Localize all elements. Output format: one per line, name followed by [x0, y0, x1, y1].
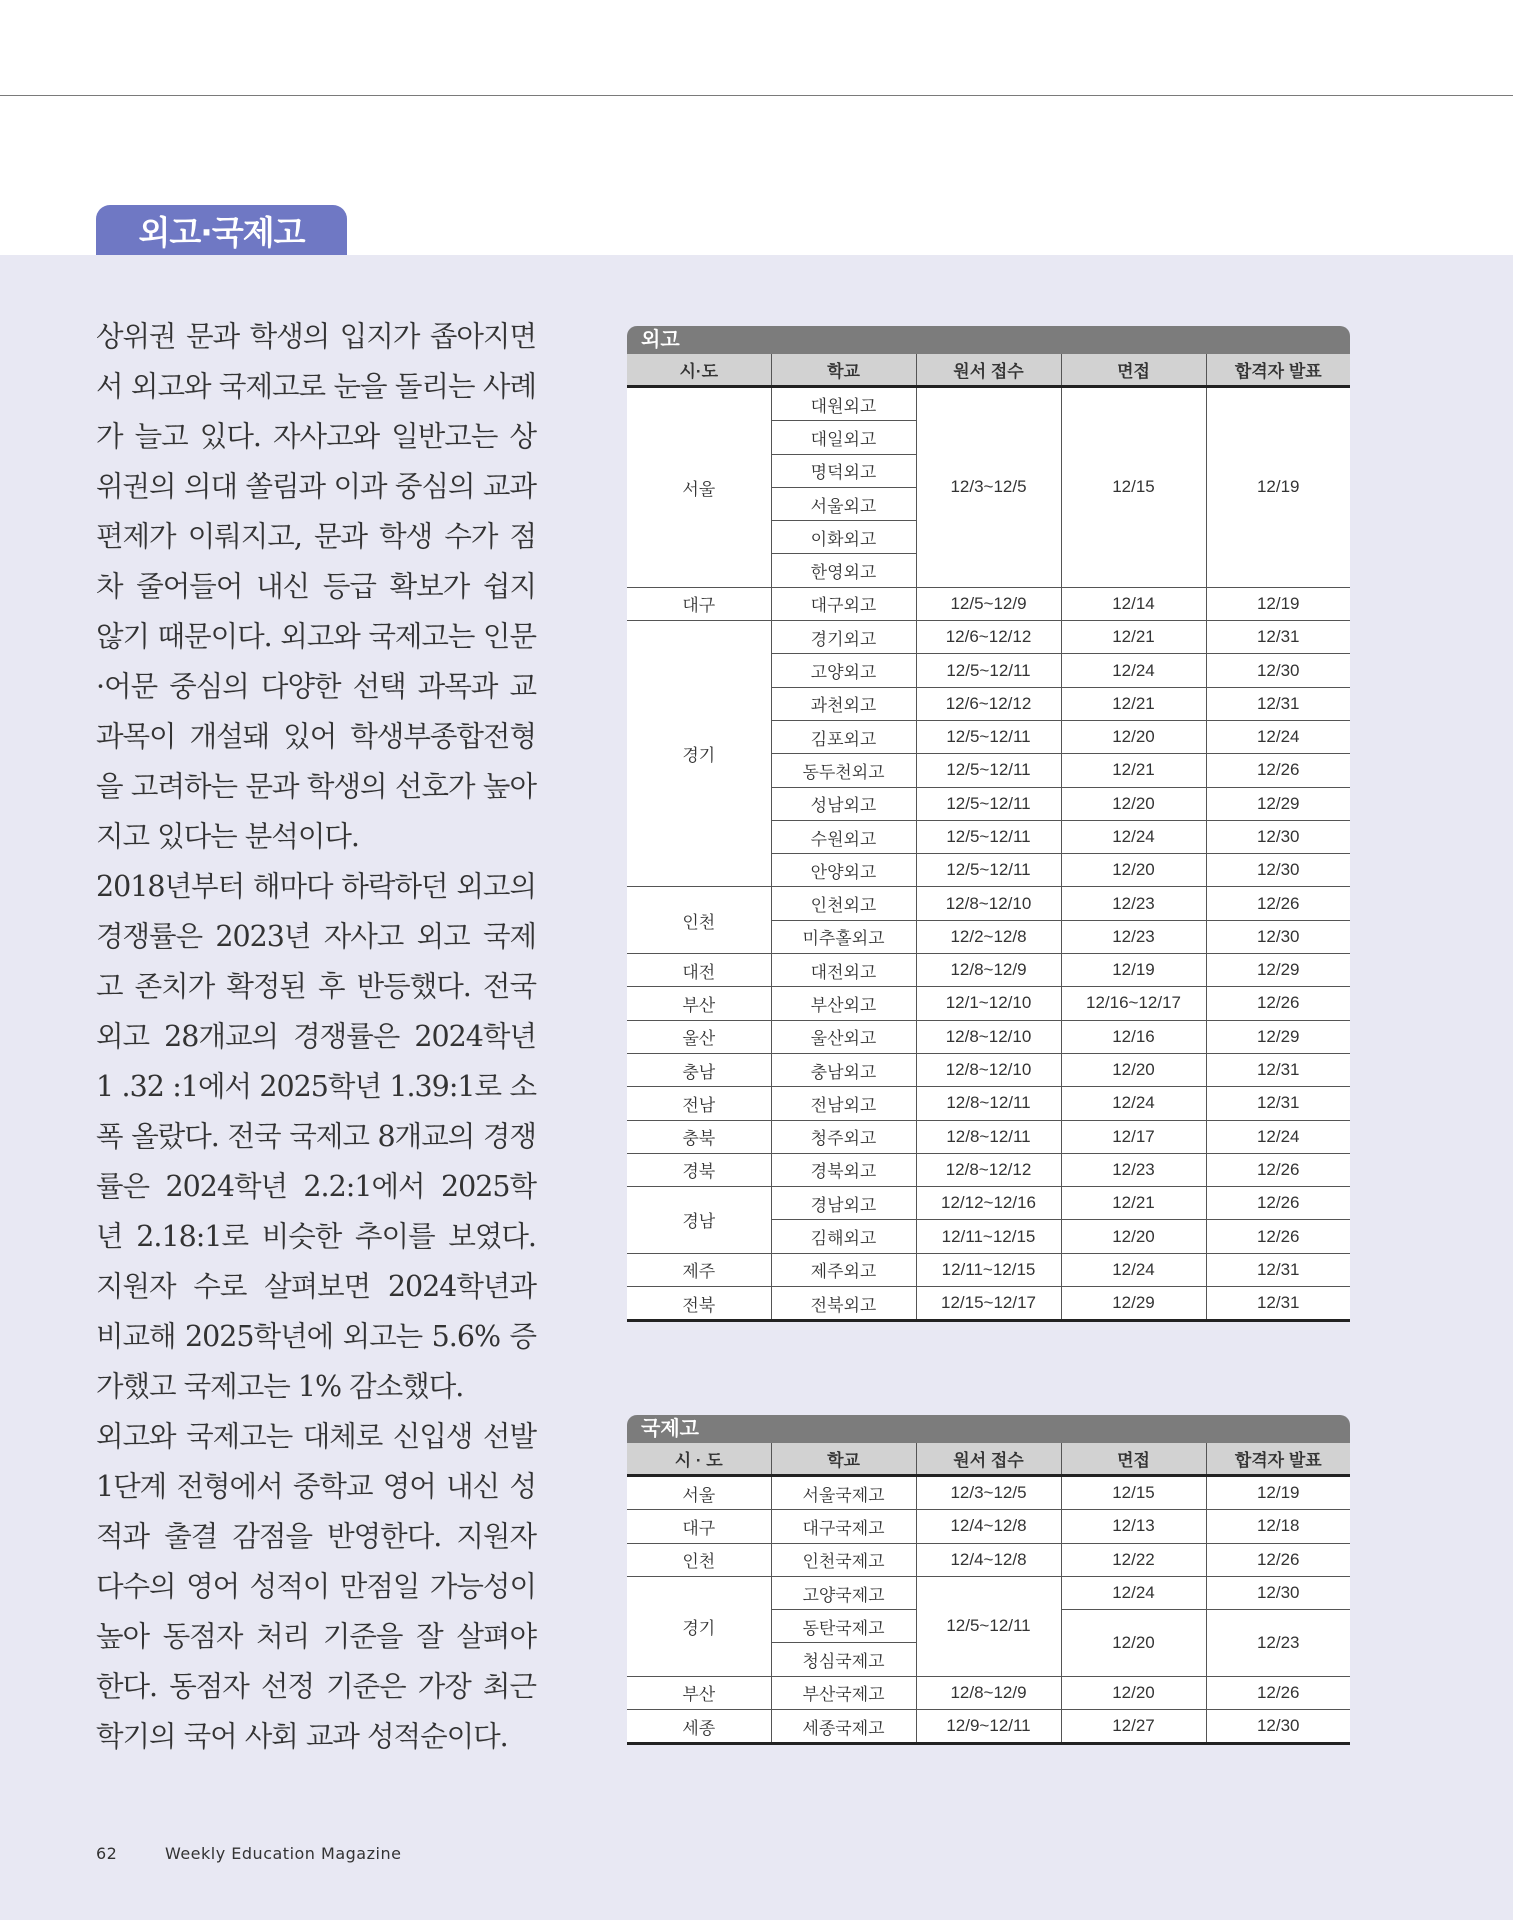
cell-school: 한영외고	[771, 554, 916, 587]
cell-school: 미추홀외고	[771, 920, 916, 953]
cell-apply: 12/4~12/8	[916, 1510, 1061, 1543]
cell-apply: 12/11~12/15	[916, 1253, 1061, 1286]
table-row	[627, 1120, 1350, 1153]
cell-region: 서울	[627, 1476, 771, 1510]
cell-apply: 12/5~12/11	[916, 787, 1061, 820]
cell-school: 동탄국제고	[771, 1610, 916, 1643]
cell-school: 경기외고	[771, 621, 916, 654]
cell-region: 세종	[627, 1710, 771, 1744]
cell-region: 제주	[627, 1253, 771, 1286]
cell-apply: 12/6~12/12	[916, 687, 1061, 720]
cell-result: 12/31	[1206, 1287, 1350, 1321]
cell-result: 12/30	[1206, 1710, 1350, 1744]
table-header-row	[627, 354, 1350, 387]
header-interview: 면접	[1061, 1443, 1206, 1476]
table-row	[627, 387, 1350, 421]
cell-apply: 12/8~12/11	[916, 1087, 1061, 1120]
header-interview: 면접	[1061, 354, 1206, 387]
cell-result: 12/29	[1206, 1020, 1350, 1053]
cell-region: 울산	[627, 1020, 771, 1053]
cell-school: 동두천외고	[771, 754, 916, 787]
cell-interview: 12/20	[1061, 1053, 1206, 1086]
table-header-row	[627, 1443, 1350, 1476]
cell-result: 12/24	[1206, 720, 1350, 753]
cell-result: 12/18	[1206, 1510, 1350, 1543]
foreign-table-title: 외고	[627, 326, 1350, 354]
cell-interview: 12/23	[1061, 887, 1206, 920]
cell-region: 전북	[627, 1287, 771, 1321]
cell-apply: 12/5~12/11	[916, 1576, 1061, 1676]
cell-region: 경남	[627, 1187, 771, 1254]
cell-interview: 12/23	[1061, 1153, 1206, 1186]
cell-region: 경북	[627, 1153, 771, 1186]
cell-school: 고양국제고	[771, 1576, 916, 1609]
article-paragraph: 외고와 국제고는 대체로 신입생 선발 1단계 전형에서 중학교 영어 내신 성적과 출결 감점을 반영한다. 지원자 다수의 영어 성적이 만점일 가능성이 높아 동점자 처리 기준을 잘 살펴야 한다. 동점자 선정 기준은 가장 최근 학기의 국어 사회 교과 성적순이다.	[96, 1420, 536, 1753]
cell-interview: 12/27	[1061, 1710, 1206, 1744]
cell-apply: 12/8~12/9	[916, 954, 1061, 987]
table-row	[627, 1253, 1350, 1286]
cell-region: 경기	[627, 1576, 771, 1676]
table-row	[627, 1710, 1350, 1744]
article-paragraph: 상위권 문과 학생의 입지가 좁아지면서 외고와 국제고로 눈을 돌리는 사례가 늘고 있다. 자사고와 일반고는 상위권의 의대 쏠림과 이과 중심의 교과 편제가 이뤄지고, 문과 학생 수가 점차 줄어들어 내신 등급 확보가 쉽지 않기 때문이다. 외고와 국제고는 인문·어문 중심의 다양한 선택 과목과 교과목이 개설돼 있어 학생부종합전형을 고려하는 문과 학생의 선호가 높아지고 있다는 분석이다.	[96, 320, 536, 853]
table-row	[627, 1053, 1350, 1086]
cell-result: 12/30	[1206, 920, 1350, 953]
cell-result: 12/26	[1206, 1543, 1350, 1576]
page-number: 62	[96, 1844, 118, 1863]
cell-school: 안양외고	[771, 854, 916, 887]
header-school: 학교	[771, 1443, 916, 1476]
section-tab: 외고·국제고	[96, 205, 347, 255]
cell-apply: 12/3~12/5	[916, 387, 1061, 588]
cell-apply: 12/1~12/10	[916, 987, 1061, 1020]
cell-school: 전북외고	[771, 1287, 916, 1321]
cell-apply: 12/8~12/11	[916, 1120, 1061, 1153]
cell-interview: 12/21	[1061, 754, 1206, 787]
cell-interview: 12/24	[1061, 1576, 1206, 1609]
cell-result: 12/26	[1206, 1676, 1350, 1709]
cell-school: 충남외고	[771, 1053, 916, 1086]
cell-region: 서울	[627, 387, 771, 588]
cell-result: 12/24	[1206, 1120, 1350, 1153]
cell-interview: 12/15	[1061, 1476, 1206, 1510]
cell-apply: 12/5~12/11	[916, 654, 1061, 687]
cell-interview: 12/20	[1061, 1676, 1206, 1709]
intl-schedule-table	[627, 1443, 1350, 1745]
cell-school: 과천외고	[771, 687, 916, 720]
cell-region: 인천	[627, 887, 771, 954]
table-row	[627, 1020, 1350, 1053]
page-footer	[96, 1844, 401, 1863]
cell-apply: 12/9~12/11	[916, 1710, 1061, 1744]
cell-result: 12/26	[1206, 1153, 1350, 1186]
foreign-school-table	[627, 326, 1350, 1322]
cell-result: 12/19	[1206, 387, 1350, 588]
cell-school: 부산외고	[771, 987, 916, 1020]
cell-interview: 12/17	[1061, 1120, 1206, 1153]
cell-apply: 12/5~12/11	[916, 854, 1061, 887]
cell-interview: 12/21	[1061, 687, 1206, 720]
magazine-name: Weekly Education Magazine	[164, 1844, 402, 1863]
cell-school: 서울외고	[771, 487, 916, 520]
cell-school: 대구국제고	[771, 1510, 916, 1543]
cell-school: 대구외고	[771, 587, 916, 620]
table-row	[627, 887, 1350, 920]
cell-school: 인천외고	[771, 887, 916, 920]
table-row	[627, 621, 1350, 654]
cell-school: 경북외고	[771, 1153, 916, 1186]
cell-result: 12/31	[1206, 687, 1350, 720]
cell-interview: 12/16~12/17	[1061, 987, 1206, 1020]
cell-region: 전남	[627, 1087, 771, 1120]
intl-school-table	[627, 1415, 1350, 1745]
cell-region: 인천	[627, 1543, 771, 1576]
cell-interview: 12/29	[1061, 1287, 1206, 1321]
cell-school: 명덕외고	[771, 454, 916, 487]
cell-region: 대구	[627, 1510, 771, 1543]
cell-interview: 12/15	[1061, 387, 1206, 588]
table-row	[627, 987, 1350, 1020]
cell-school: 김해외고	[771, 1220, 916, 1253]
cell-result: 12/19	[1206, 1476, 1350, 1510]
cell-school: 대전외고	[771, 954, 916, 987]
header-result: 합격자 발표	[1206, 1443, 1350, 1476]
cell-region: 경기	[627, 621, 771, 887]
table-row	[627, 1510, 1350, 1543]
cell-interview: 12/24	[1061, 654, 1206, 687]
cell-result: 12/30	[1206, 820, 1350, 853]
cell-interview: 12/20	[1061, 1220, 1206, 1253]
cell-apply: 12/6~12/12	[916, 621, 1061, 654]
cell-school: 전남외고	[771, 1087, 916, 1120]
cell-school: 대원외고	[771, 387, 916, 421]
cell-apply: 12/4~12/8	[916, 1543, 1061, 1576]
cell-school: 인천국제고	[771, 1543, 916, 1576]
cell-interview: 12/21	[1061, 621, 1206, 654]
cell-school: 제주외고	[771, 1253, 916, 1286]
cell-school: 성남외고	[771, 787, 916, 820]
table-row	[627, 1287, 1350, 1321]
cell-interview: 12/16	[1061, 1020, 1206, 1053]
header-apply: 원서 접수	[916, 354, 1061, 387]
intl-table-body	[627, 1476, 1350, 1744]
cell-interview: 12/23	[1061, 920, 1206, 953]
cell-region: 대구	[627, 587, 771, 620]
header-apply: 원서 접수	[916, 1443, 1061, 1476]
cell-interview: 12/21	[1061, 1187, 1206, 1220]
cell-region: 부산	[627, 1676, 771, 1709]
cell-apply: 12/5~12/11	[916, 820, 1061, 853]
intl-table-title: 국제고	[627, 1415, 1350, 1443]
cell-apply: 12/8~12/10	[916, 1053, 1061, 1086]
table-row	[627, 1543, 1350, 1576]
cell-school: 김포외고	[771, 720, 916, 753]
cell-interview: 12/14	[1061, 587, 1206, 620]
cell-interview: 12/24	[1061, 1253, 1206, 1286]
cell-apply: 12/11~12/15	[916, 1220, 1061, 1253]
header-region: 시 · 도	[627, 1443, 771, 1476]
cell-region: 충남	[627, 1053, 771, 1086]
cell-apply: 12/5~12/9	[916, 587, 1061, 620]
article-body	[96, 312, 536, 1762]
cell-interview: 12/19	[1061, 954, 1206, 987]
cell-result: 12/23	[1206, 1610, 1350, 1677]
cell-result: 12/31	[1206, 1053, 1350, 1086]
foreign-table-body	[627, 387, 1350, 1321]
cell-region: 부산	[627, 987, 771, 1020]
top-rule	[0, 95, 1513, 96]
cell-apply: 12/15~12/17	[916, 1287, 1061, 1321]
cell-apply: 12/12~12/16	[916, 1187, 1061, 1220]
cell-result: 12/26	[1206, 887, 1350, 920]
header-school: 학교	[771, 354, 916, 387]
cell-apply: 12/8~12/9	[916, 1676, 1061, 1709]
cell-school: 이화외고	[771, 521, 916, 554]
cell-interview: 12/24	[1061, 820, 1206, 853]
cell-region: 충북	[627, 1120, 771, 1153]
cell-apply: 12/5~12/11	[916, 754, 1061, 787]
cell-school: 부산국제고	[771, 1676, 916, 1709]
cell-school: 수원외고	[771, 820, 916, 853]
table-row	[627, 954, 1350, 987]
table-row	[627, 1153, 1350, 1186]
cell-result: 12/30	[1206, 654, 1350, 687]
table-row	[627, 1087, 1350, 1120]
table-row	[627, 1187, 1350, 1220]
cell-result: 12/31	[1206, 1087, 1350, 1120]
cell-interview: 12/13	[1061, 1510, 1206, 1543]
cell-school: 경남외고	[771, 1187, 916, 1220]
cell-result: 12/29	[1206, 787, 1350, 820]
cell-result: 12/30	[1206, 1576, 1350, 1609]
cell-school: 서울국제고	[771, 1476, 916, 1510]
cell-result: 12/19	[1206, 587, 1350, 620]
cell-interview: 12/20	[1061, 787, 1206, 820]
cell-interview: 12/24	[1061, 1087, 1206, 1120]
cell-apply: 12/8~12/12	[916, 1153, 1061, 1186]
cell-result: 12/26	[1206, 987, 1350, 1020]
cell-interview: 12/20	[1061, 720, 1206, 753]
cell-result: 12/26	[1206, 1187, 1350, 1220]
cell-result: 12/30	[1206, 854, 1350, 887]
cell-result: 12/26	[1206, 1220, 1350, 1253]
cell-school: 고양외고	[771, 654, 916, 687]
cell-school: 대일외고	[771, 421, 916, 454]
cell-result: 12/26	[1206, 754, 1350, 787]
table-row	[627, 1676, 1350, 1709]
cell-apply: 12/5~12/11	[916, 720, 1061, 753]
cell-interview: 12/20	[1061, 1610, 1206, 1677]
cell-result: 12/31	[1206, 621, 1350, 654]
cell-school: 청심국제고	[771, 1643, 916, 1676]
table-row	[627, 1476, 1350, 1510]
article-paragraph: 2018년부터 해마다 하락하던 외고의 경쟁률은 2023년 자사고 외고 국제고 존치가 확정된 후 반등했다. 전국 외고 28개교의 경쟁률은 2024학년 1 .32 :1에서 2025학년 1.39:1로 소폭 올랐다. 전국 국제고 8개교의 경쟁률은 2024학년 2.2:1에서 2025학년 2.18:1로 비슷한 추이를 보였다. 지원자 수로 살펴보면 2024학년과 비교해 2025학년에 외고는 5.6% 증가했고 국제고는 1% 감소했다.	[96, 870, 536, 1403]
cell-region: 대전	[627, 954, 771, 987]
cell-school: 세종국제고	[771, 1710, 916, 1744]
table-row	[627, 1576, 1350, 1609]
cell-result: 12/31	[1206, 1253, 1350, 1286]
cell-interview: 12/22	[1061, 1543, 1206, 1576]
header-result: 합격자 발표	[1206, 354, 1350, 387]
header-region: 시·도	[627, 354, 771, 387]
cell-apply: 12/8~12/10	[916, 1020, 1061, 1053]
cell-interview: 12/20	[1061, 854, 1206, 887]
cell-school: 청주외고	[771, 1120, 916, 1153]
cell-school: 울산외고	[771, 1020, 916, 1053]
cell-result: 12/29	[1206, 954, 1350, 987]
cell-apply: 12/2~12/8	[916, 920, 1061, 953]
foreign-schedule-table	[627, 354, 1350, 1322]
table-row	[627, 587, 1350, 620]
cell-apply: 12/3~12/5	[916, 1476, 1061, 1510]
cell-apply: 12/8~12/10	[916, 887, 1061, 920]
